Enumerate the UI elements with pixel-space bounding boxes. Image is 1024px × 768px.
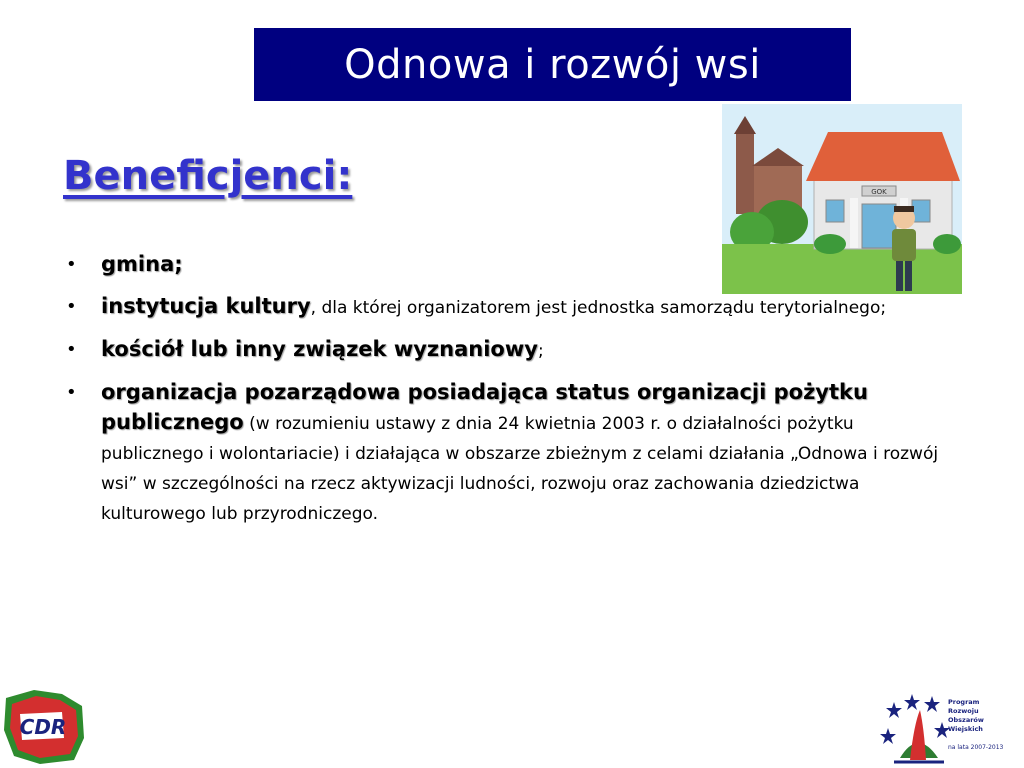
list-item bbox=[60, 335, 950, 366]
slide-title bbox=[254, 28, 851, 101]
list-item bbox=[60, 378, 950, 529]
list-item-emphasis: organizacja pozarządowa posiadająca status organizacji pożytku publicznego bbox=[101, 380, 868, 434]
prow-line: Obszarów bbox=[948, 716, 984, 724]
cdr-logo bbox=[0, 686, 88, 766]
prow-logo-subtext: na lata 2007-2013 bbox=[948, 744, 1004, 751]
building-sign: GOK bbox=[871, 188, 887, 196]
list-item-rest: ; bbox=[537, 341, 544, 361]
list-item-emphasis: kościół lub inny związek wyznaniowy bbox=[101, 337, 538, 361]
prow-line: Wiejskich bbox=[948, 725, 983, 733]
list-item-emphasis: gmina; bbox=[101, 252, 183, 276]
list-item-emphasis: instytucja kultury bbox=[101, 294, 311, 318]
beneficiaries-list bbox=[60, 250, 950, 541]
bullet-icon: • bbox=[66, 254, 77, 275]
prow-logo-text bbox=[948, 698, 1024, 734]
prow-line: Program bbox=[948, 698, 980, 706]
list-item-rest: (w rozumieniu ustawy z dnia 24 kwietnia 2003 r. o działalności pożytku publicznego i wolontariacie) i działająca w obszarze zbieżnym z celami działania „Odnowa i rozwój wsi” w szczególności na rzecz aktywizacji ludności, rozwoju oraz zachowania dziedzictwa kulturowego lub przyrodniczego. bbox=[101, 414, 939, 524]
bullet-icon: • bbox=[66, 339, 77, 360]
list-item-rest: , dla której organizatorem jest jednostka samorządu terytorialnego; bbox=[310, 298, 887, 318]
bullet-icon: • bbox=[66, 296, 77, 317]
list-item bbox=[60, 292, 950, 323]
prow-line: Rozwoju bbox=[948, 707, 979, 715]
slide-title-text: Odnowa i rozwój wsi bbox=[344, 41, 761, 88]
list-item bbox=[60, 250, 950, 280]
cdr-logo-text: CDR bbox=[19, 715, 67, 739]
section-heading: Beneficjenci: bbox=[63, 153, 353, 199]
bullet-icon: • bbox=[66, 382, 77, 403]
